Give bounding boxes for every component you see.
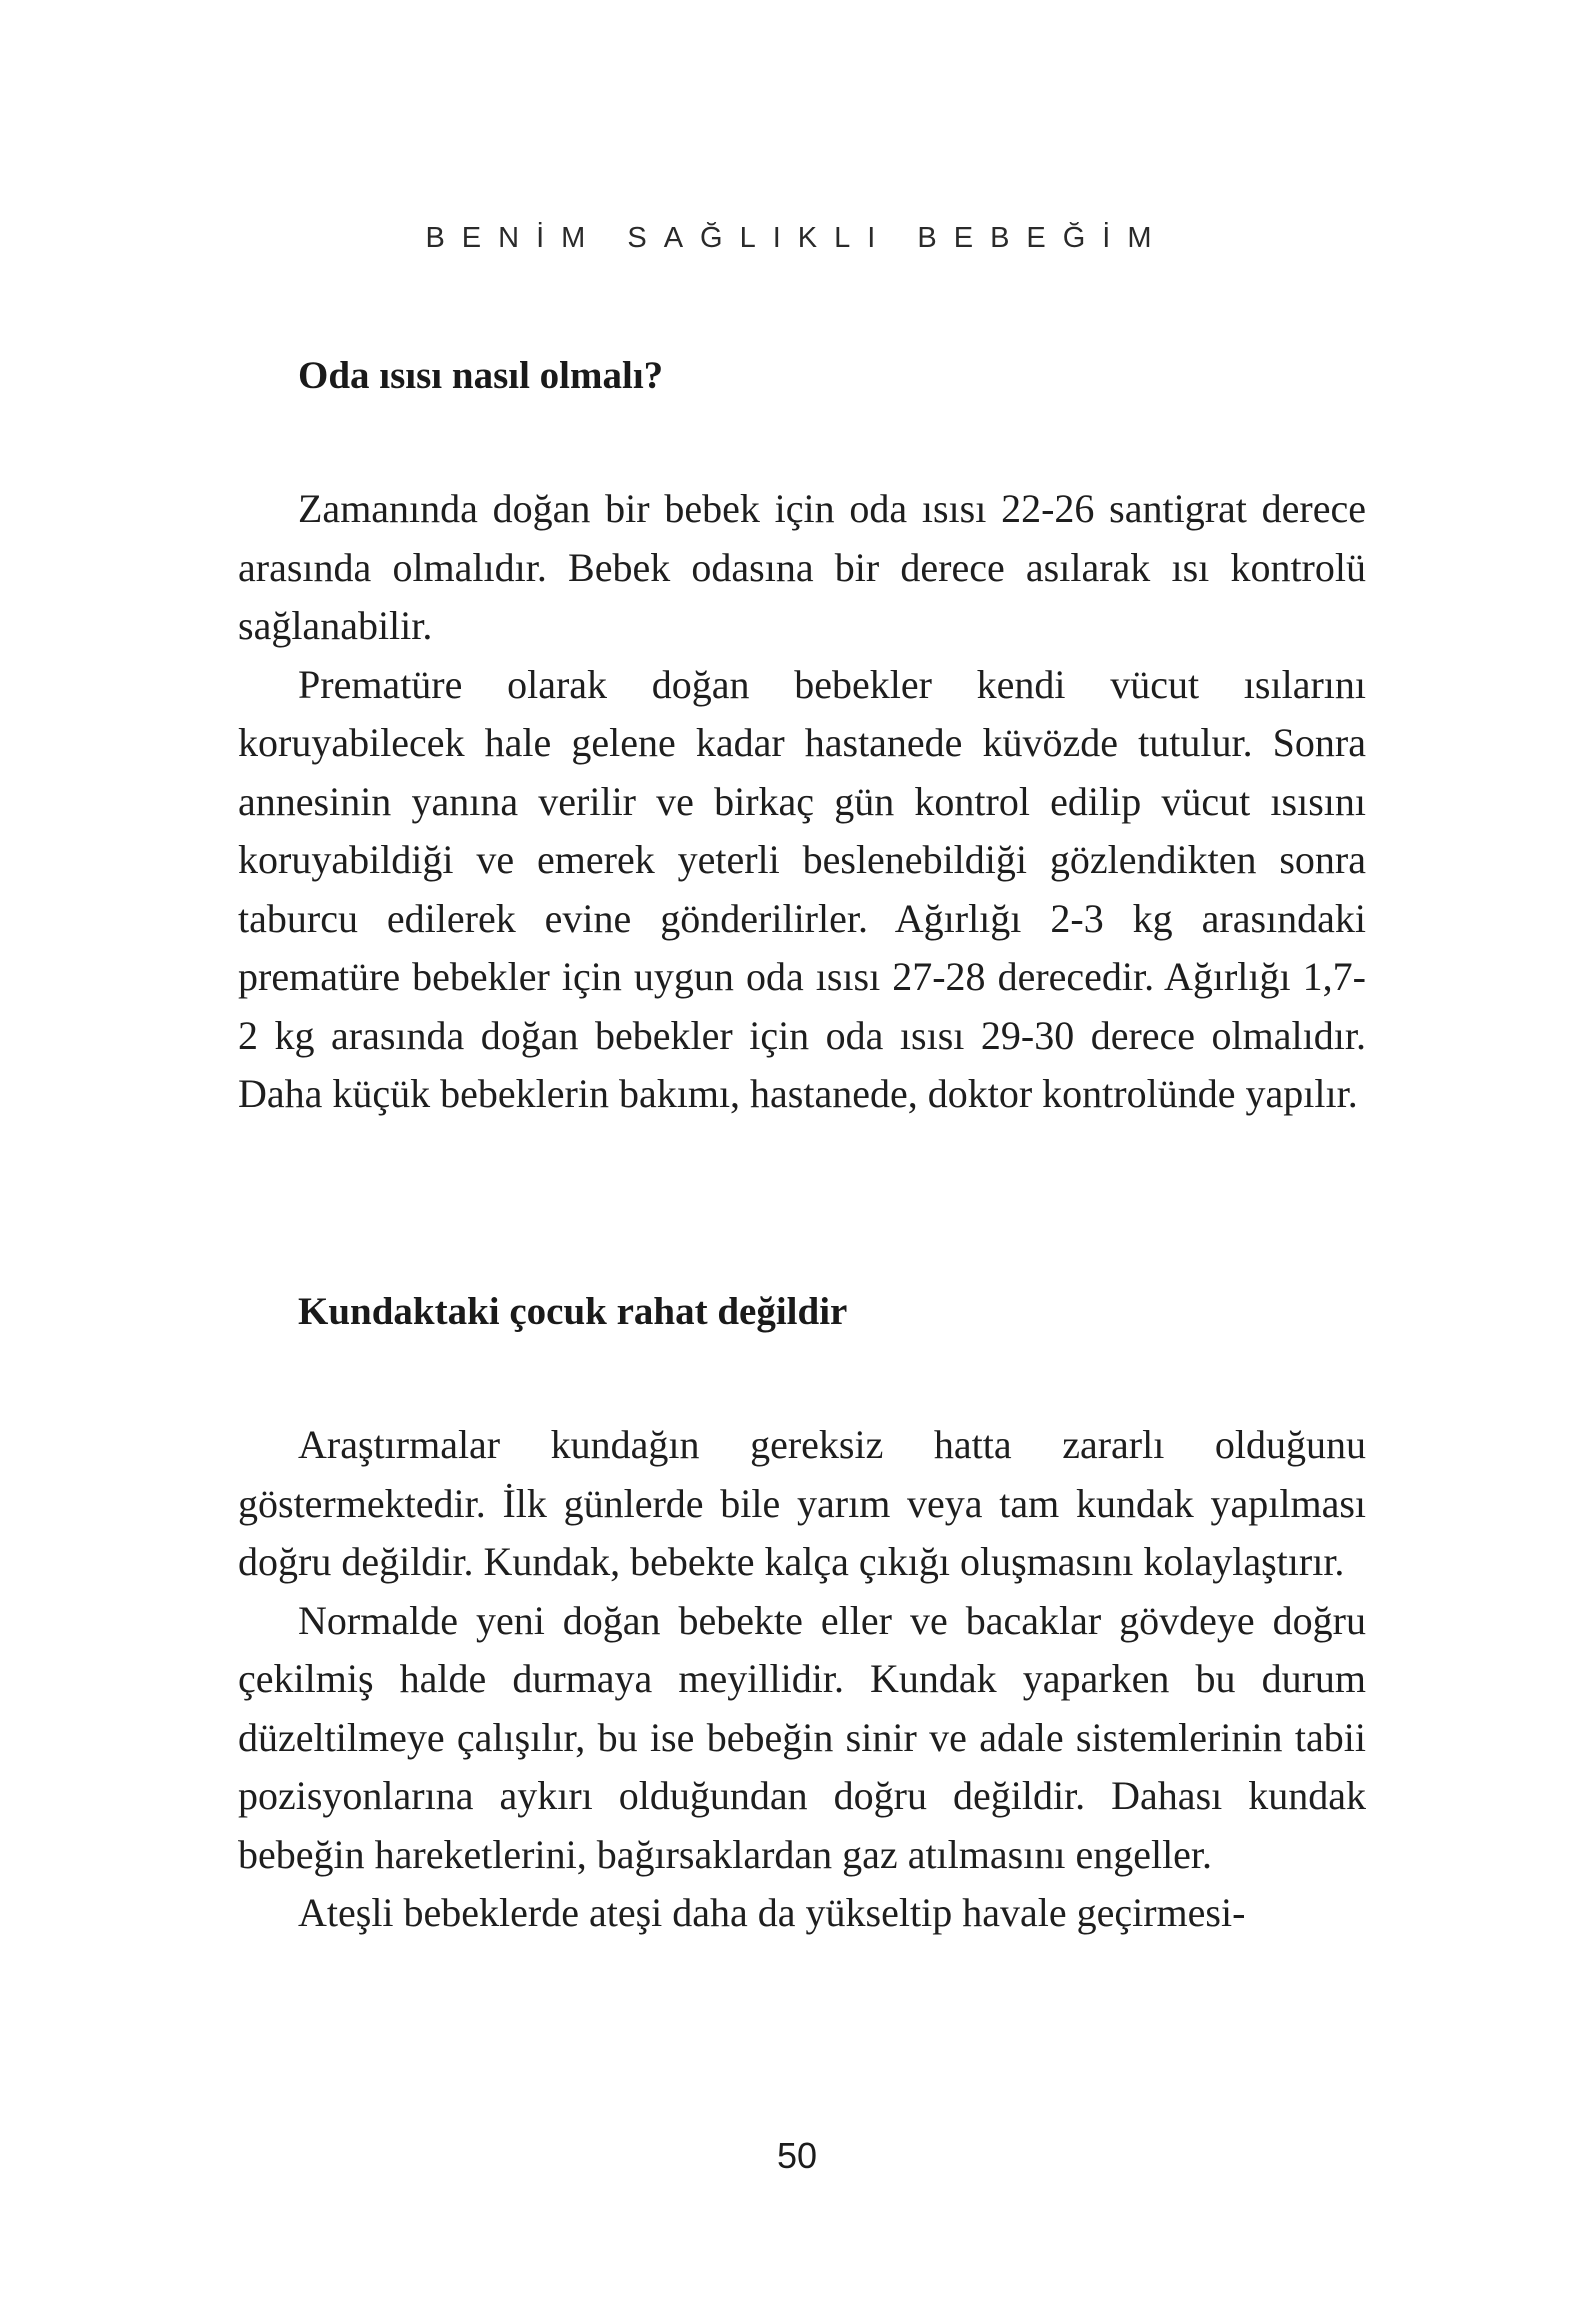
paragraph: Normalde yeni doğan bebekte eller ve bacaklar gövdeye doğru çekilmiş halde durmaya meyillidir. Kundak yaparken bu durum düzeltilmeye çalışılır, bu ise bebeğin sinir ve adale sistemlerinin tabii pozisyonlarına aykırı olduğundan doğru değildir. Dahası kundak bebeğin hareketlerini, bağırsaklardan gaz atılmasını engeller. [238, 1597, 1366, 1877]
section-swaddling [238, 1288, 1366, 1943]
section-body [238, 480, 1366, 1124]
section-body [238, 1416, 1366, 1943]
paragraph: Zamanında doğan bir bebek için oda ısısı 22-26 santigrat derece arasında olmalıdır. Bebek odasına bir derece asılarak ısı kontrolü sağlanabilir. [238, 486, 1366, 648]
paragraph: Araştırmalar kundağın gereksiz hatta zararlı olduğunu göstermektedir. İlk günlerde bile yarım veya tam kundak yapılması doğru değildir. Kundak, bebekte kalça çıkığı oluşmasını kolaylaştırır. [238, 1422, 1366, 1584]
paragraph: Prematüre olarak doğan bebekler kendi vücut ısılarını koruyabilecek hale gelene kadar hastanede küvözde tutulur. Sonra annesinin yanına verilir ve birkaç gün kontrol edilip vücut ısısını koruyabildiği ve emerek yeterli beslenebildiği gözlendikten sonra taburcu edilerek evine gönderilirler. Ağırlığı 2-3 kg arasındaki prematüre bebekler için uygun oda ısısı 27-28 derecedir. Ağırlığı 1,7-2 kg arasında doğan bebekler için oda ısısı 29-30 derece olmalıdır. Daha küçük bebeklerin bakımı, hastanede, doktor kontrolünde yapılır. [238, 661, 1366, 1116]
section-room-temperature [238, 352, 1366, 1124]
paragraph: Ateşli bebeklerde ateşi daha da yükseltip havale geçirmesi- [298, 1890, 1246, 1935]
page-number: 50 [776, 2135, 818, 2176]
section-heading: Oda ısısı nasıl olmalı? [298, 354, 664, 397]
section-heading: Kundaktaki çocuk rahat değildir [298, 1290, 848, 1333]
running-header: BENİM SAĞLIKLI BEBEĞİM [425, 222, 1169, 254]
